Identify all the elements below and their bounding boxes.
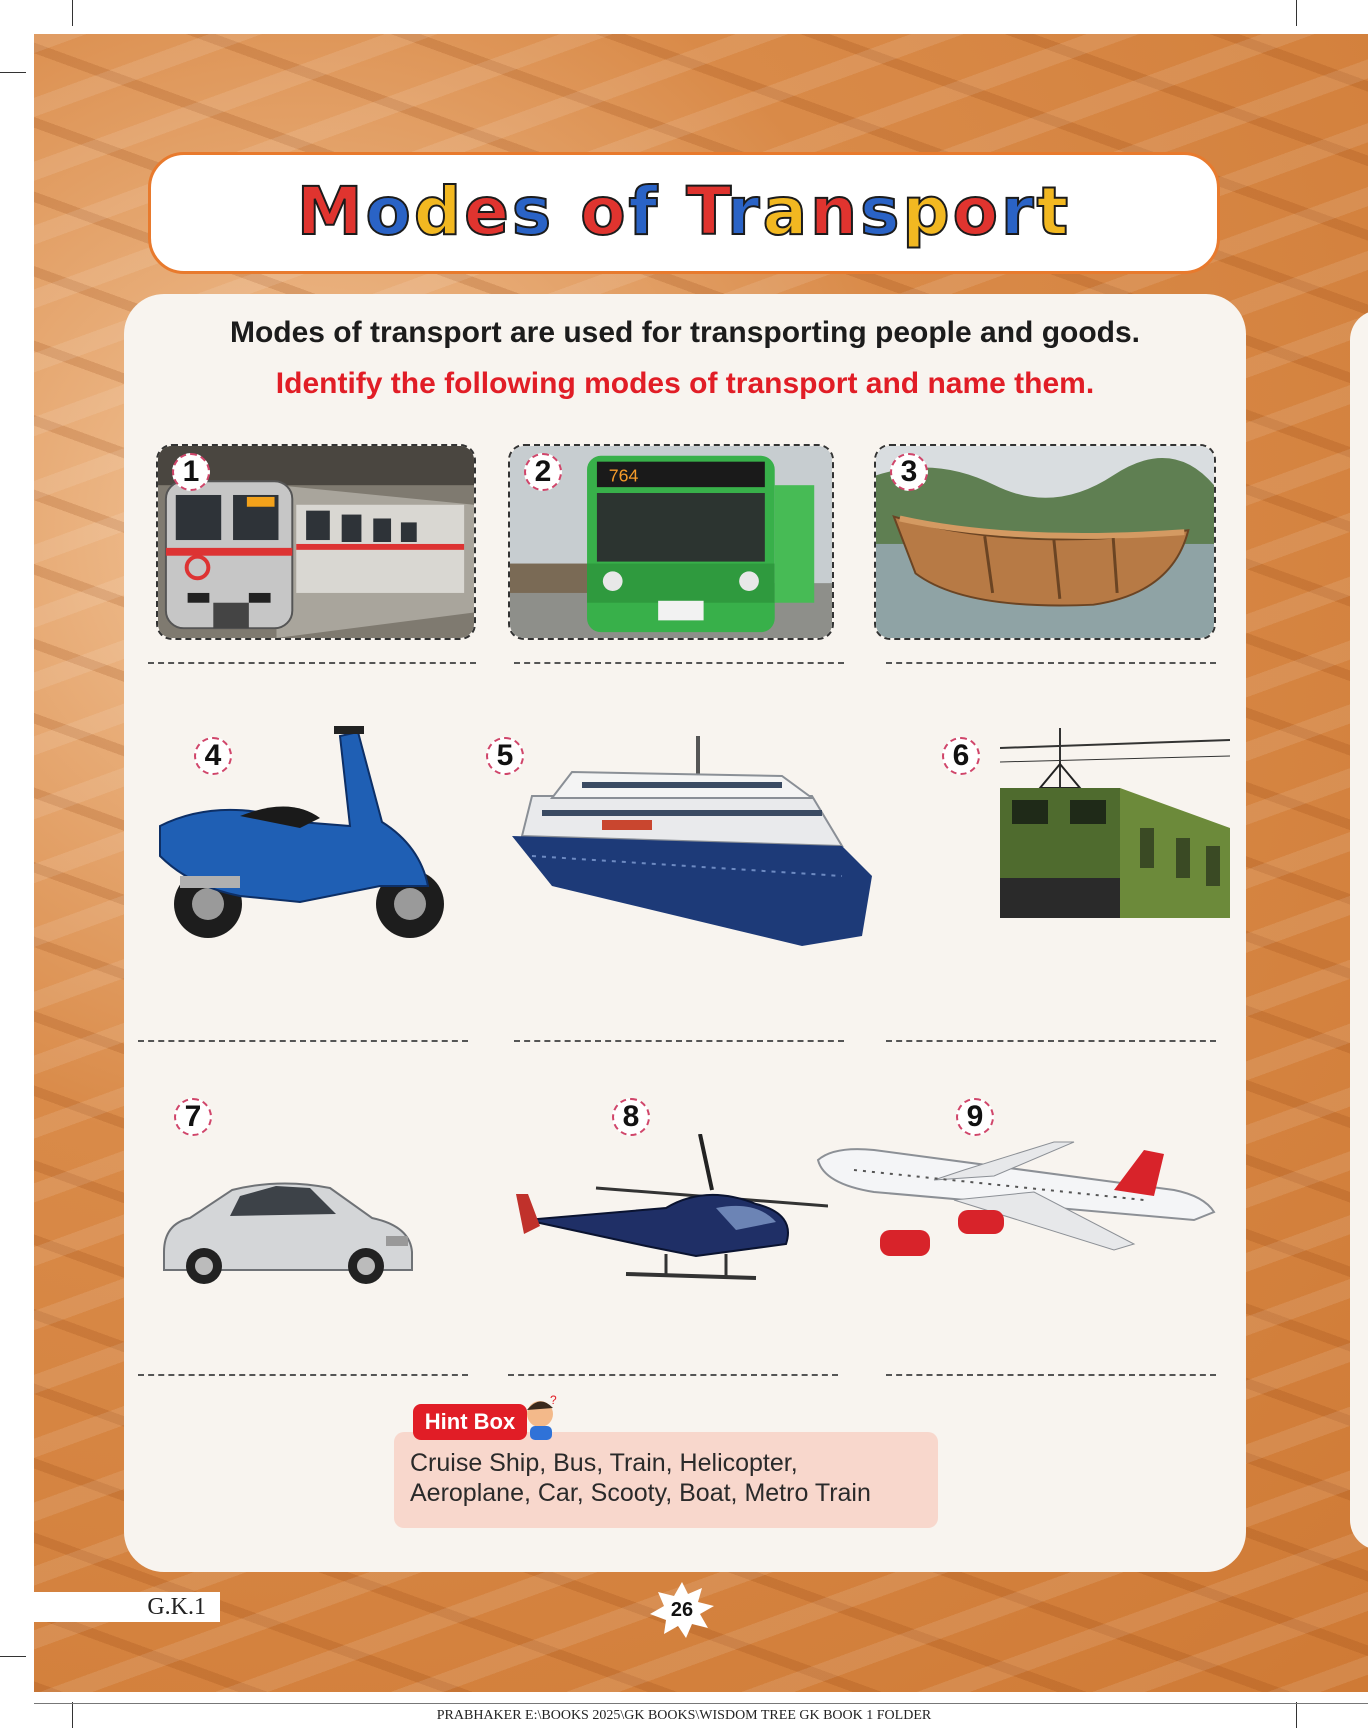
crop-mark [0,72,26,73]
helicopter-icon [516,1134,828,1294]
page-number: 26 [670,1599,694,1621]
intro-text: Modes of transport are used for transporting people and goods. [229,316,1141,349]
answer-line[interactable] [148,662,476,664]
thinking-boy-icon [524,1394,560,1440]
item-number: 4 [194,737,232,775]
bus-route-number: 764 [608,465,639,486]
item-number: 6 [942,737,980,775]
item-number: 5 [486,737,524,775]
item-number: 8 [612,1098,650,1136]
next-page-edge [1350,310,1368,1550]
crop-mark [72,0,73,26]
item-number: 1 [172,453,210,491]
scooty-icon [150,726,456,944]
train-icon [1000,728,1230,926]
item-number: 2 [524,453,562,491]
svg-text:?: ? [550,1394,557,1407]
page-number-badge [650,1582,714,1638]
hint-text [410,1448,871,1508]
crop-mark [0,1656,26,1657]
file-path: PRABHAKER E:\BOOKS 2025\GK BOOKS\WISDOM TREE GK BOOK 1 FOLDER [436,1708,932,1723]
answer-line[interactable] [138,1040,468,1042]
hint-line: Aeroplane, Car, Scooty, Boat, Metro Train [410,1479,871,1507]
answer-line[interactable] [508,1374,838,1376]
answer-line[interactable] [138,1374,468,1376]
answer-line[interactable] [886,1374,1216,1376]
hint-box-label: Hint Box [413,1404,527,1440]
hint-box [394,1432,938,1528]
book-label: G.K.1 [34,1592,220,1622]
aeroplane-icon [814,1140,1224,1290]
answer-line[interactable] [514,662,844,664]
title-banner [148,152,1220,274]
item-number: 9 [956,1098,994,1136]
answer-line[interactable] [514,1040,844,1042]
answer-line[interactable] [886,1040,1216,1042]
item-number: 3 [890,453,928,491]
crop-mark [1296,0,1297,26]
item-number: 7 [174,1098,212,1136]
cruise-ship-icon [512,736,872,946]
hint-line: Cruise Ship, Bus, Train, Helicopter, [410,1449,798,1477]
instruction-text: Identify the following modes of transport and name them. [275,367,1095,400]
answer-line[interactable] [886,662,1216,664]
bottom-rule [34,1703,1368,1704]
page-title: Modes of Transport [296,173,1072,250]
car-icon [160,1174,416,1286]
